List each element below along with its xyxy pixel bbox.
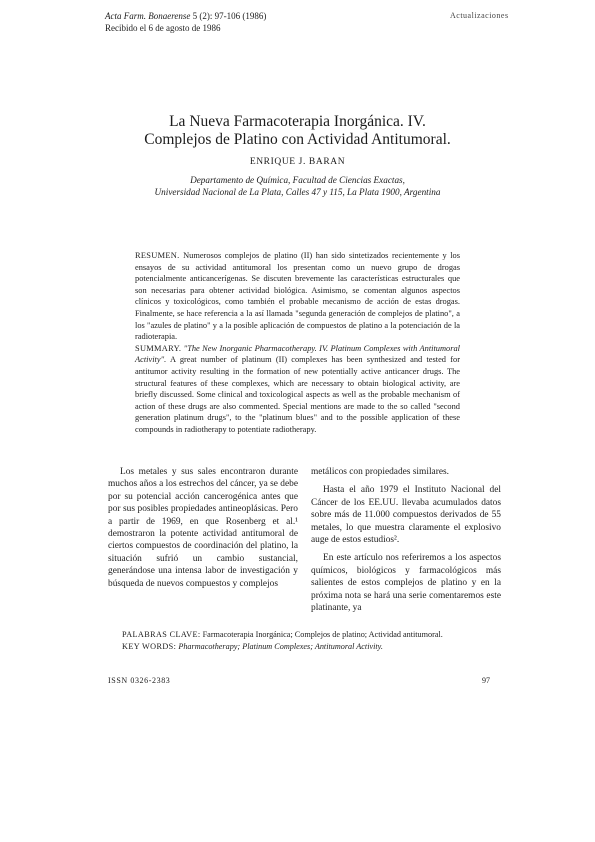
keywords-en-label: KEY WORDS: xyxy=(122,641,177,651)
keywords-block xyxy=(122,629,482,652)
paper-title xyxy=(60,113,535,149)
body-paragraph: En este artículo nos referiremos a los aspectos químicos, biológicos y farmacológicos más salientes de estos complejos de platino y en la próxima nota se hará una serie comentaremos este platinante, ya xyxy=(311,553,501,614)
citation-line xyxy=(105,10,266,22)
received-date: Recibido el 6 de agosto de 1986 xyxy=(105,23,221,33)
summary-text: A great number of platinum (II) complexes has been synthesized and tested for antitumor activity resulting in the formation of new potentially active anticancer drugs. The structural features of these complexes, which are necessary to obtain biological activity, are briefly discussed. Some clinical and toxicological aspects as well as the probable mechanism of action of these drugs are also commented. Special mentions are made to the so called "second generation platinum drugs", to the "platinum blues" and to the possible application of these compounds in radiotherapy to potentiate radiotherapy. xyxy=(135,355,460,434)
title-line-1: La Nueva Farmacoterapia Inorgánica. IV. xyxy=(169,113,426,130)
author-name: ENRIQUE J. BARAN xyxy=(249,157,346,167)
resumen-label: RESUMEN. xyxy=(135,251,180,260)
affiliation xyxy=(60,174,535,198)
body-column-left xyxy=(108,466,298,590)
resumen-text: Numerosos complejos de platino (II) han sido sintetizados recientemente y los ensayos de su actividad antitumoral los presentan como un nuevo grupo de drogas potencialmente anticancerígenas. Se discuten brevemente las características estructurales que son necesarias para obtener actividad biológica. Asimismo, se comentan algunos aspectos clínicos y toxicológicos, como también el probable mecanismo de acción de estas drogas. Finalmente, se hace referencia a la así llamada "segunda generación de complejos de platino", a los "azules de platino" y a la posible aplicación de compuestos de platino a la potenciación de la radioterapia. xyxy=(135,251,461,342)
body-paragraph: metálicos con propiedades similares. xyxy=(311,467,449,477)
keywords-english xyxy=(122,641,482,653)
body-paragraph: Los metales y sus sales encontraron durante muchos años a los estrechos del cáncer, ya se debe por su potencial acción cancerogénica antes que por sus posibles propiedades antineoplásicas. Pero a partir de 1969, en que Rosenberg et al.¹ demostraron la potente actividad antitumoral de ciertos compuestos de coordinación del platino, la situación sufrió un cambio sustancial, generándose una intensa labor de investigación y búsqueda de nuevos compuestos y complejos xyxy=(108,467,298,589)
keywords-es-label: PALABRAS CLAVE: xyxy=(122,630,201,639)
keywords-en-text: Pharmacotherapy; Platinum Complexes; Antitumoral Activity. xyxy=(178,641,383,651)
summary-paragraph xyxy=(135,343,460,436)
summary-label: SUMMARY. xyxy=(135,343,182,353)
issn-footer: ISSN 0326-2383 xyxy=(108,676,171,685)
resumen-paragraph xyxy=(135,250,460,343)
summary-title: "The New Inorganic Pharmacotherapy. IV. Platinum Complexes with Antitumoral Activity". xyxy=(135,343,461,365)
section-label: Actualizaciones xyxy=(450,11,509,20)
journal-volume: 5 (2): 97-106 (1986) xyxy=(192,11,267,21)
keywords-es-text: Farmacoterapia Inorgánica; Complejos de platino; Actividad antitumoral. xyxy=(202,630,443,639)
abstract-block xyxy=(135,250,460,436)
body-column-right xyxy=(311,466,501,614)
affiliation-line-1: Departamento de Química, Facultad de Ciencias Exactas, xyxy=(190,175,405,185)
running-header xyxy=(105,10,266,34)
keywords-spanish xyxy=(122,629,482,641)
affiliation-line-2: Universidad Nacional de La Plata, Calles 47 y 115, La Plata 1900, Argentina xyxy=(154,187,441,197)
journal-name: Acta Farm. Bonaerense xyxy=(105,11,191,21)
title-line-2: Complejos de Platino con Actividad Antitumoral. xyxy=(144,131,451,148)
body-paragraph: Hasta el año 1979 el Instituto Nacional del Cáncer de los EE.UU. llevaba acumulados datos sobre más de 11.000 compuestos derivados de 55 metales, lo que muestra claramente el explosivo auge de estos estudios². xyxy=(311,485,501,546)
page-number: 97 xyxy=(482,676,490,685)
